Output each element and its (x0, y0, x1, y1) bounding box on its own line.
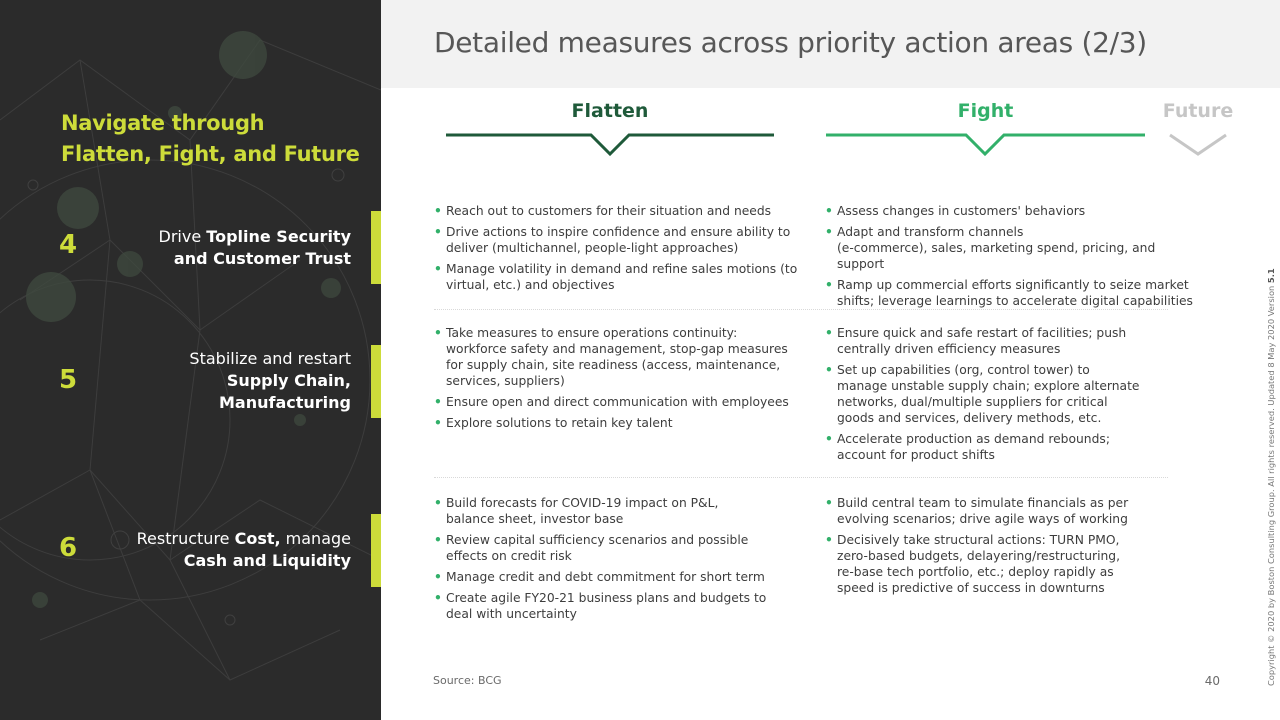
fight-bullet-item (825, 495, 1205, 527)
fight-list-supply-chain (825, 325, 1205, 468)
flatten-bullet-item (434, 261, 804, 293)
fight-bullet-item (825, 431, 1205, 463)
bullet-line: Assess changes in customers' behaviors (837, 204, 1086, 218)
fight-bullet-item (825, 362, 1205, 426)
bullet-line: zero-based budgets, delayering/restructuring, (837, 549, 1121, 563)
row-label-cost (61, 528, 351, 572)
row-label-supply-chain (61, 348, 351, 414)
row-label-text: Restructure (136, 529, 235, 548)
page-title: Detailed measures across priority action areas (2/3) (434, 26, 1147, 59)
column-header-future: Future (1162, 100, 1234, 122)
bullet-line: Explore solutions to retain key talent (446, 416, 673, 430)
bullet-line: for supply chain, site readiness (access, maintenance, (446, 358, 781, 372)
flatten-list-supply-chain (434, 325, 804, 436)
row-label-bold: and Customer Trust (173, 249, 351, 268)
fight-bullet-item (825, 532, 1205, 596)
bullet-line: deal with uncertainty (446, 607, 577, 621)
bullet-line: Review capital sufficiency scenarios and possible (446, 533, 749, 547)
bullet-line: services, suppliers) (446, 374, 565, 388)
fight-list-topline (825, 203, 1205, 314)
flatten-bullet-item (434, 569, 804, 585)
bullet-line: Build forecasts for COVID-19 impact on P&L, (446, 496, 719, 510)
sidebar-heading (61, 108, 371, 170)
flatten-bullet-item (434, 203, 804, 219)
column-header-fight: Fight (957, 100, 1014, 122)
bullet-line: Manage volatility in demand and refine sales motions (to (446, 262, 798, 276)
row-accent-bar (371, 514, 381, 587)
bullet-line: Accelerate production as demand rebounds; (837, 432, 1110, 446)
flatten-bullet-item (434, 224, 804, 256)
row-label-bold: Manufacturing (219, 393, 351, 412)
future-chevron (1168, 126, 1230, 158)
bullet-line: virtual, etc.) and objectives (446, 278, 615, 292)
bullet-line: Adapt and transform channels (837, 225, 1024, 239)
flatten-bullet-item (434, 415, 804, 431)
flatten-list-cost (434, 495, 804, 627)
version-number: 5.1 (1266, 268, 1276, 284)
fight-bullet-item (825, 224, 1205, 272)
bullet-line: shifts; leverage learnings to accelerate digital capabilities (837, 294, 1193, 308)
flatten-bullet-item (434, 590, 804, 622)
bullet-line: speed is predictive of success in downturns (837, 581, 1105, 595)
sidebar-heading-line1: Navigate through (61, 111, 265, 135)
bullet-line: Drive actions to inspire confidence and ensure ability to (446, 225, 791, 239)
row-accent-bar (371, 345, 381, 418)
flatten-list-topline (434, 203, 804, 298)
bullet-line: Ramp up commercial efforts significantly to seize market (837, 278, 1189, 292)
row-number-4: 4 (59, 230, 78, 260)
fight-list-cost (825, 495, 1205, 601)
bullet-line: workforce safety and management, stop-gap measures (446, 342, 788, 356)
bullet-line: (e-commerce), sales, marketing spend, pricing, and support (837, 241, 1156, 271)
bullet-line: Set up capabilities (org, control tower) to (837, 363, 1090, 377)
bullet-line: Create agile FY20-21 business plans and budgets to (446, 591, 767, 605)
sidebar-panel (0, 0, 381, 720)
bullet-line: Ensure quick and safe restart of facilities; push (837, 326, 1127, 340)
bullet-line: Decisively take structural actions: TURN PMO, (837, 533, 1120, 547)
bullet-line: Build central team to simulate financials as per (837, 496, 1129, 510)
row-label-bold: Cost, (234, 529, 281, 548)
bullet-line: evolving scenarios; drive agile ways of working (837, 512, 1128, 526)
bullet-line: centrally driven efficiency measures (837, 342, 1061, 356)
row-label-bold: Supply Chain, (226, 371, 351, 390)
column-header-flatten: Flatten (571, 100, 649, 122)
bullet-line: Ensure open and direct communication with employees (446, 395, 789, 409)
bullet-line: deliver (multichannel, people-light approaches) (446, 241, 739, 255)
row-label-text: manage (280, 529, 351, 548)
bullet-line: account for product shifts (837, 448, 995, 462)
fight-bullet-item (825, 203, 1205, 219)
bullet-line: manage unstable supply chain; explore alternate (837, 379, 1140, 393)
section-divider (434, 477, 1168, 478)
row-label-text: Stabilize and restart (189, 349, 351, 368)
copyright-text: Copyright © 2020 by Boston Consulting Group. All rights reserved. Updated 8 May 2020 Version (1266, 283, 1276, 686)
row-label-bold: Cash and Liquidity (183, 551, 351, 570)
bullet-line: networks, dual/multiple suppliers for critical (837, 395, 1108, 409)
bullet-line: Take measures to ensure operations continuity: (446, 326, 738, 340)
bullet-line: effects on credit risk (446, 549, 572, 563)
fight-bullet-item (825, 325, 1205, 357)
row-label-topline (61, 226, 351, 270)
page-number: 40 (1204, 674, 1220, 688)
bullet-line: balance sheet, investor base (446, 512, 624, 526)
section-divider (434, 309, 1168, 310)
flatten-bullet-item (434, 532, 804, 564)
bullet-line: Manage credit and debt commitment for short term (446, 570, 765, 584)
bullet-line: goods and services, delivery methods, etc. (837, 411, 1102, 425)
flatten-bullet-item (434, 325, 804, 389)
flatten-bullet-item (434, 394, 804, 410)
fight-bullet-item (825, 277, 1205, 309)
row-accent-bar (371, 211, 381, 284)
bullet-line: re-base tech portfolio, etc.; deploy rapidly as (837, 565, 1114, 579)
row-label-text: Drive (158, 227, 207, 246)
source-note: Source: BCG (433, 674, 502, 687)
flatten-chevron-line (446, 126, 776, 158)
fight-chevron-line (826, 126, 1146, 158)
row-number-6: 6 (59, 533, 78, 563)
row-number-5: 5 (59, 365, 78, 395)
bullet-line: Reach out to customers for their situation and needs (446, 204, 772, 218)
copyright-note (1266, 268, 1276, 686)
sidebar-heading-line2: Flatten, Fight, and Future (61, 142, 360, 166)
flatten-bullet-item (434, 495, 804, 527)
row-label-bold: Topline Security (206, 227, 351, 246)
